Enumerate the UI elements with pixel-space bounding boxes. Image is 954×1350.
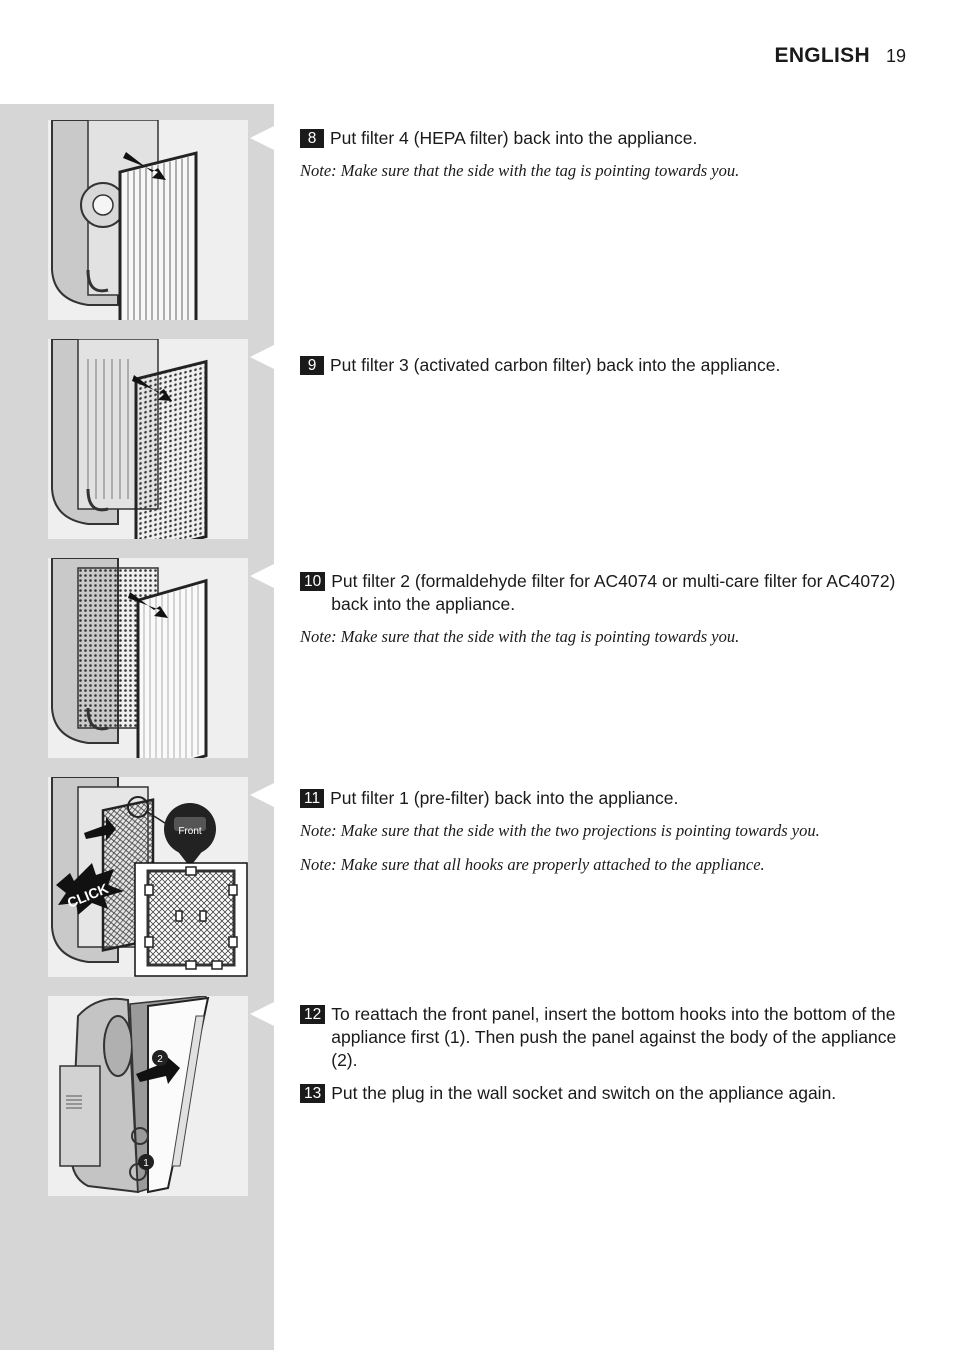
figure-pointer [250,126,274,150]
step-8 [300,127,910,182]
figure-pointer [250,345,274,369]
figure-front-panel [48,996,248,1196]
step-note: Note: Make sure that the side with the two projections is pointing towards you. [300,821,820,840]
figure-pointer [250,783,274,807]
pre-filter-illustration [48,777,248,977]
formaldehyde-filter-illustration [48,558,248,758]
step-9 [300,354,910,377]
step-number: 13 [300,1084,325,1103]
front-callout [164,803,216,867]
language-label: ENGLISH [774,44,870,67]
step-note: Note: Make sure that the side with the tag is pointing towards you. [300,627,740,646]
hepa-filter-illustration [48,120,248,320]
step-text: Put filter 3 (activated carbon filter) back into the appliance. [330,355,781,375]
step-13 [300,1082,910,1105]
figure-pointer [250,1002,274,1026]
callout-1 [138,1154,154,1170]
front-label: Front [178,826,202,837]
figure-pointer [250,564,274,588]
step-text: Put the plug in the wall socket and switch on the appliance again. [331,1083,837,1103]
figure-formaldehyde-filter [48,558,248,758]
figure-carbon-filter [48,339,248,539]
step-text: Put filter 4 (HEPA filter) back into the appliance. [330,128,698,148]
figure-hepa-filter [48,120,248,320]
callout-2 [152,1050,168,1066]
svg-text:2: 2 [157,1054,163,1065]
step-number: 12 [300,1005,325,1024]
step-note-2: Note: Make sure that all hooks are properly attached to the appliance. [300,855,765,874]
step-number: 11 [300,789,324,808]
step-note: Note: Make sure that the side with the tag is pointing towards you. [300,161,740,180]
step-text: To reattach the front panel, insert the bottom hooks into the bottom of the appliance first (1). Then push the panel against the body of the appliance (2). [331,1004,897,1070]
step-12 [300,1003,910,1072]
carbon-filter-illustration [48,339,248,539]
svg-text:1: 1 [143,1158,149,1169]
step-number: 10 [300,572,325,591]
front-panel-illustration [48,996,248,1196]
step-11 [300,787,910,876]
page-number: 19 [885,46,906,66]
page-header [775,44,906,68]
step-text: Put filter 1 (pre-filter) back into the appliance. [330,788,679,808]
step-10 [300,570,910,648]
figure-pre-filter [48,777,248,977]
step-12-13 [300,1003,910,1105]
step-number: 9 [300,356,324,375]
click-label: CLICK [64,879,111,911]
step-text: Put filter 2 (formaldehyde filter for AC4074 or multi-care filter for AC4072) back into the appliance. [331,571,896,614]
step-number: 8 [300,129,324,148]
